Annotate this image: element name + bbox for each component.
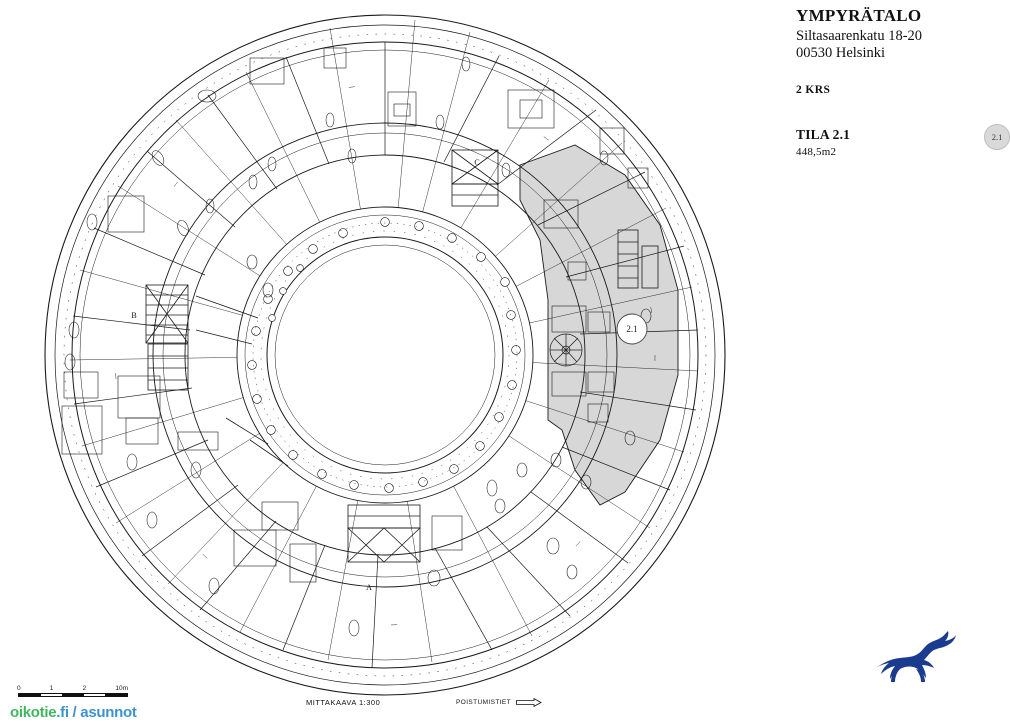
watermark [10,704,137,721]
scale-tick-10m: 10m [115,685,128,692]
watermark-part-2: .fi / asunnot [56,704,137,721]
scale-bar-graphic [18,693,128,697]
building-title: YMPYRÄTALO [796,6,922,25]
scale-tick-1: 1 [49,685,54,692]
scale-bar [18,685,128,697]
watermark-part-1: oikotie [10,704,57,721]
address-line-1: Siltasaarenkatu 18-20 [796,28,923,44]
floor-label: 2 KRS [796,84,831,96]
unit-name: TILA 2.1 [796,127,851,142]
unit-marker-badge: 2.1 [984,124,1010,150]
unit-info-block [796,127,1003,158]
spiral-stair [550,334,582,366]
info-panel [796,6,1003,158]
scale-tick-2: 2 [82,685,87,692]
address-line-2: 00530 Helsinki [796,45,886,61]
atrium-columns [248,218,521,493]
scale-text: MITTAKAAVA 1:300 [306,698,381,707]
highlighted-unit-area [520,145,678,505]
zone-label-a: A [366,583,372,592]
arrow-right-icon [516,698,542,707]
scale-bar-ticks [18,685,128,692]
unit-area: 448,5m2 [796,146,837,158]
svg-text:2.1: 2.1 [626,324,638,334]
exit-route-label: POISTUMISTIET [456,699,512,706]
zone-label-c: C [474,158,480,167]
zone-label-b: B [131,311,137,320]
plan-unit-marker [617,314,647,344]
company-logo [866,625,958,685]
scale-tick-0: 0 [17,685,21,692]
exit-route-legend [456,698,542,707]
